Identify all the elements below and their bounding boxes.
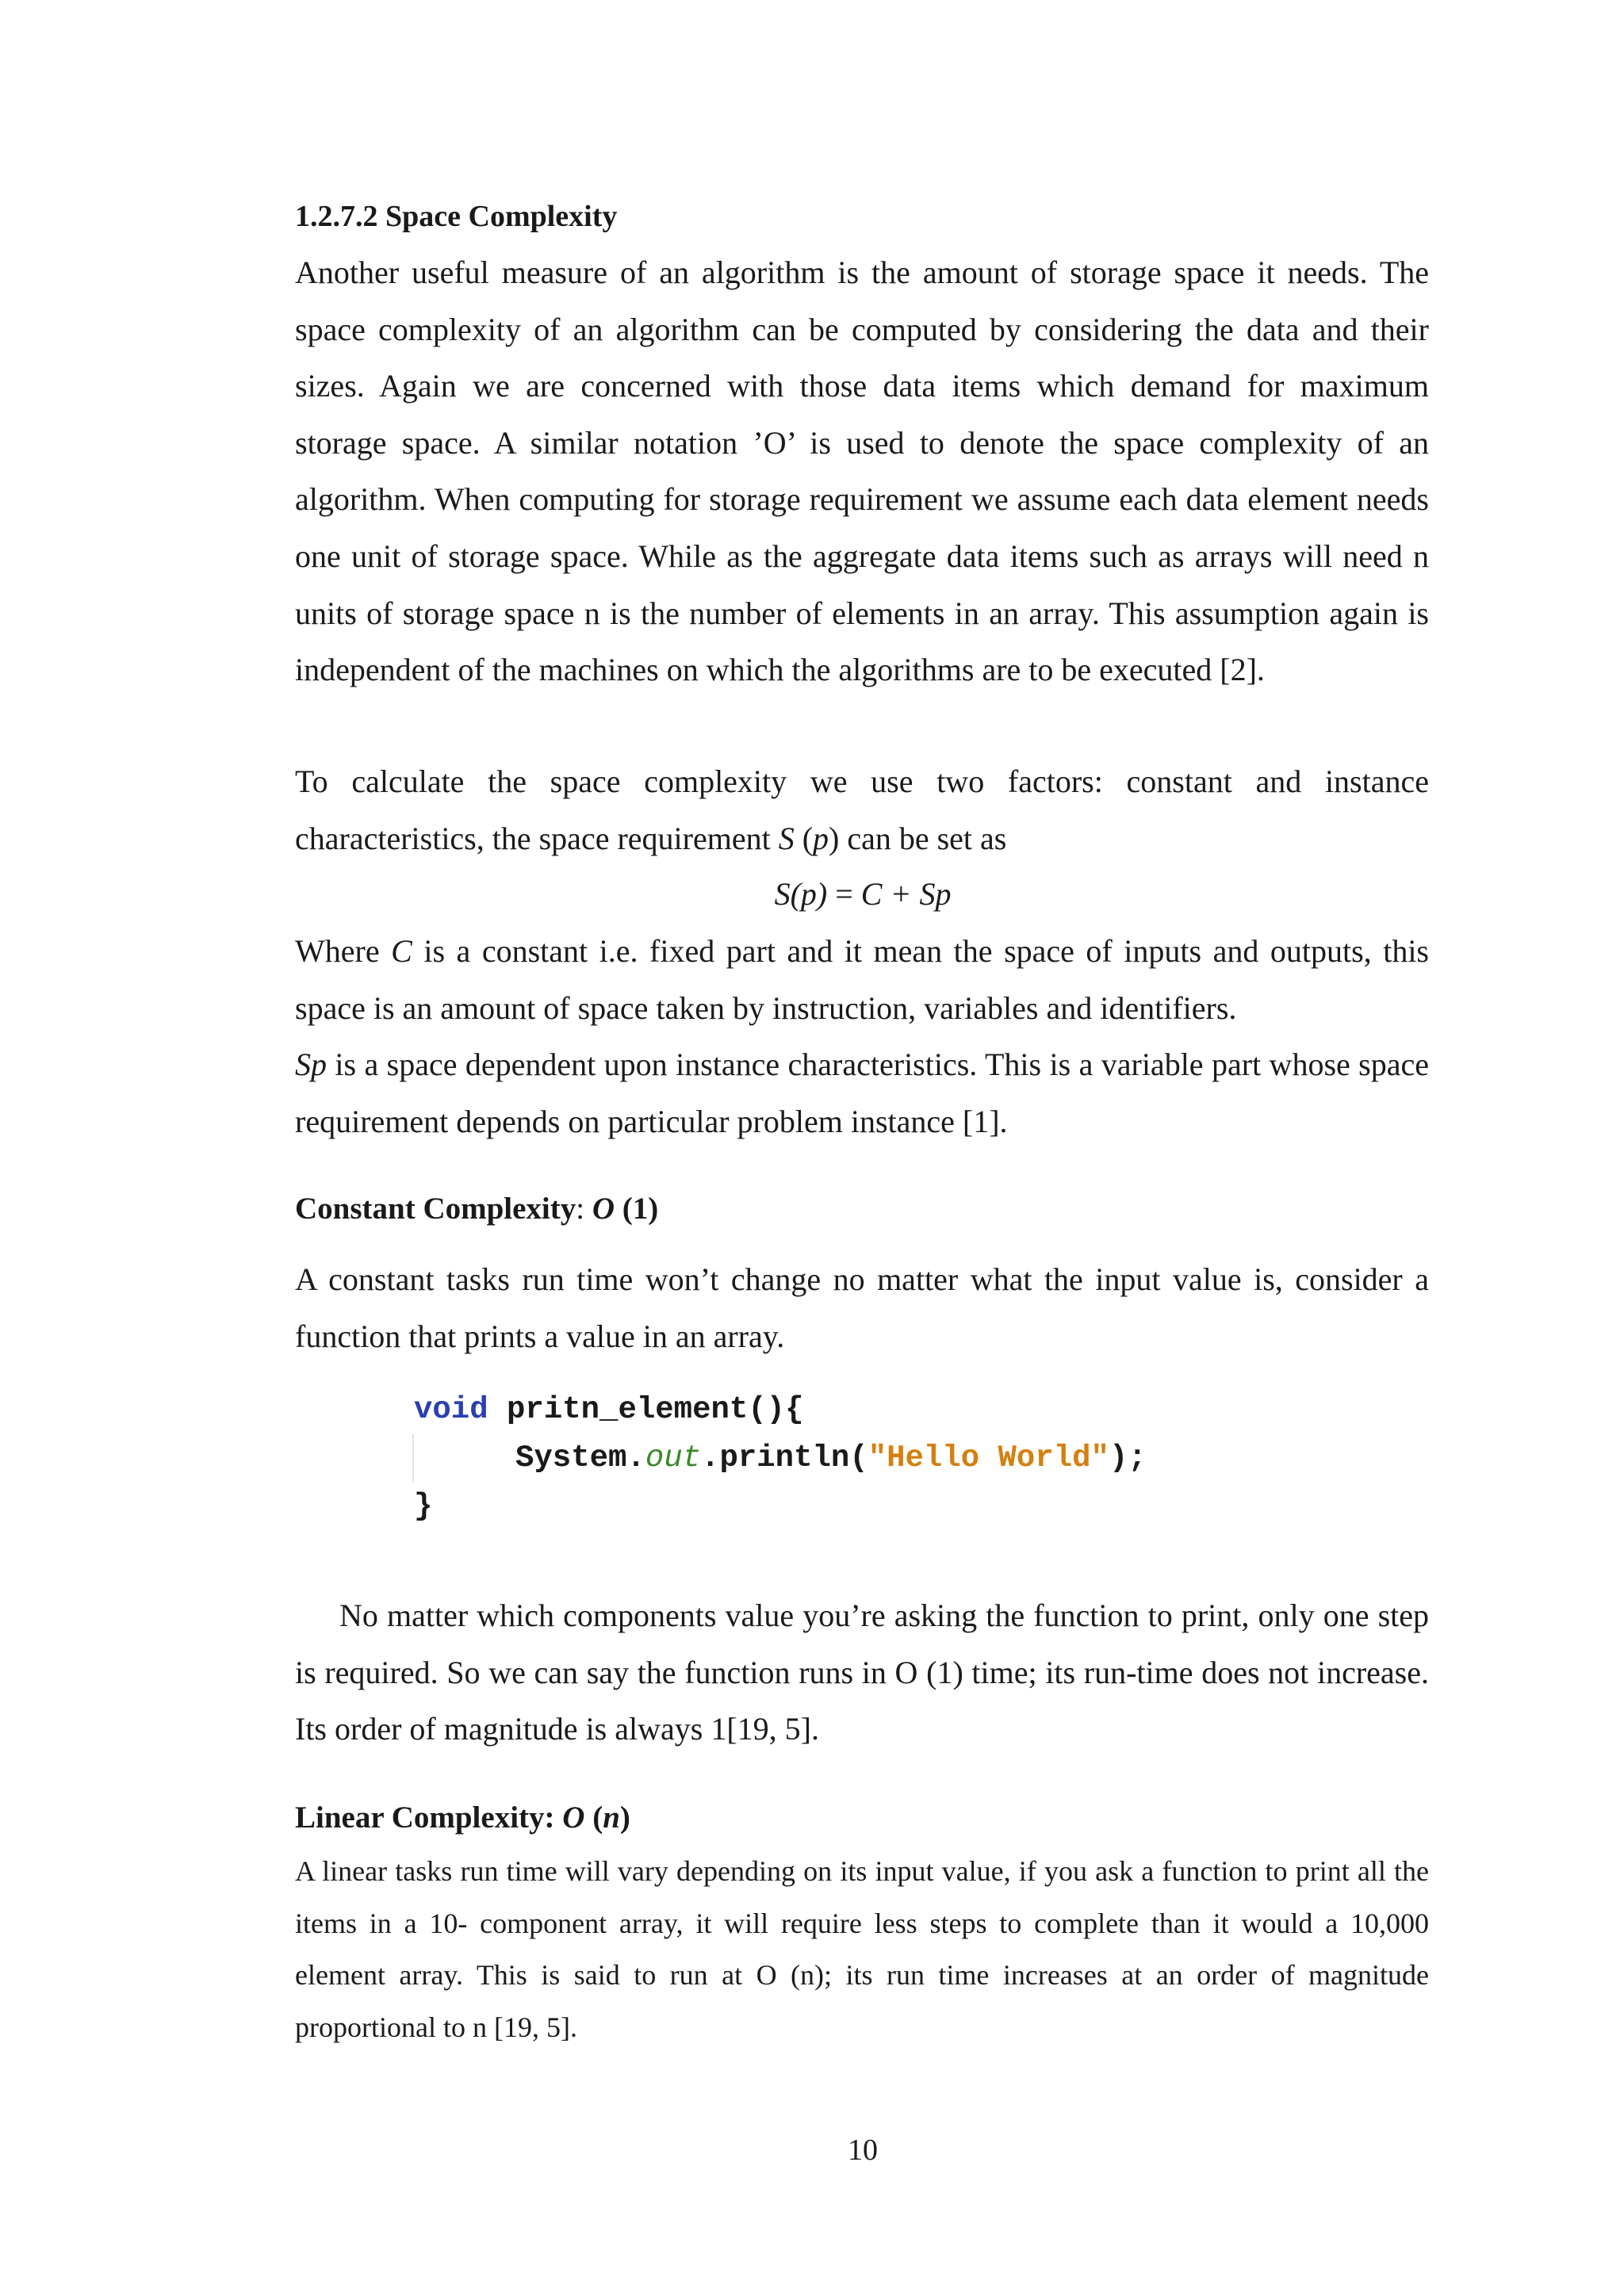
heading-argument: (1) (615, 1192, 659, 1226)
code-snippet (414, 1386, 1147, 1531)
formula-lhs: S(p) (774, 876, 828, 912)
section-heading: 1.2.7.2 Space Complexity (295, 200, 618, 233)
text-fragment: No matter which components value you’re asking the function to print, only one step is required. So we can say the function runs in O (1) time; its run-time does not increase. Its order of magnitude is always 1[19, 5]. (295, 1598, 1429, 1747)
paragraph-linear-complexity: A linear tasks run time will vary depending on its input value, if you ask a function to print all the items in a 10- component array, it will require less steps to complete than it would a 10,000 element array. This is said to run at O (n); its run time increases at an order of magnitude proportional to n [19, 5]. (295, 1855, 1429, 2043)
symbol-n: n (603, 1800, 620, 1835)
text-fragment: is a space dependent upon instance characteristics. This is a variable part whose space requirement depends on particular problem instance [1]. (295, 1047, 1429, 1139)
code-field: out (645, 1441, 702, 1475)
code-string: "Hello World" (868, 1441, 1109, 1475)
symbol-sp: Sp (295, 1047, 327, 1083)
text-fragment: Where (295, 933, 392, 969)
paragraph-constant-explanation (295, 1587, 1429, 1758)
code-text: System. (515, 1441, 645, 1475)
heading-paren: ) (619, 1800, 630, 1835)
formula-rhs: C + Sp (860, 876, 952, 912)
code-text: .println( (701, 1441, 868, 1475)
text-fragment: ( (794, 820, 814, 856)
paragraph-formula-explanation (295, 923, 1429, 1150)
code-brace: } (414, 1489, 433, 1524)
text-fragment: ) can be set as (829, 820, 1007, 856)
symbol-p: p (813, 820, 829, 856)
code-signature: pritn_element(){ (488, 1392, 804, 1427)
linear-complexity-heading (295, 1798, 630, 1838)
heading-label: Constant Complexity (295, 1192, 576, 1226)
code-text: ); (1109, 1441, 1147, 1475)
formula-space-requirement (0, 866, 1624, 923)
paragraph-space-requirement (295, 753, 1429, 867)
constant-complexity-heading (295, 1189, 658, 1229)
text-fragment: is a constant i.e. fixed part and it mean the space of inputs and outputs, this space is an amount of space taken by instruction, variables and identifiers. (295, 933, 1429, 1026)
symbol-c: C (391, 933, 412, 969)
symbol-s: S (778, 820, 795, 856)
code-line-2 (412, 1434, 1147, 1483)
big-o-symbol: O (592, 1192, 615, 1226)
paragraph-constant-complexity: A constant tasks run time won’t change no matter what the input value is, consider a function that prints a value in an array. (295, 1261, 1429, 1354)
page-number: 10 (848, 2133, 878, 2167)
paragraph-space-complexity-intro: Another useful measure of an algorithm is the amount of storage space it needs. The space complexity of an algorithm can be computed by considering the data and their sizes. Again we are concerned with those data items which demand for maximum storage space. A similar notation ’O’ is used to denote the space complexity of an algorithm. When computing for storage requirement we assume each data element needs one unit of storage space. While as the aggregate data items such as arrays will need n units of storage space n is the number of elements in an array. This assumption again is independent of the machines on which the algorithms are to be executed [2]. (295, 254, 1429, 688)
heading-colon: : (576, 1192, 592, 1226)
code-line-3 (414, 1483, 1147, 1531)
code-line-1 (414, 1386, 1147, 1434)
heading-label: Linear Complexity: (295, 1800, 563, 1835)
heading-paren: ( (584, 1800, 603, 1835)
big-o-symbol: O (562, 1800, 585, 1835)
text-fragment: To calculate the space complexity we use two factors: constant and instance characteristics, the space requirement (295, 763, 1429, 856)
formula-equals: = (827, 876, 861, 912)
code-keyword: void (414, 1392, 488, 1427)
